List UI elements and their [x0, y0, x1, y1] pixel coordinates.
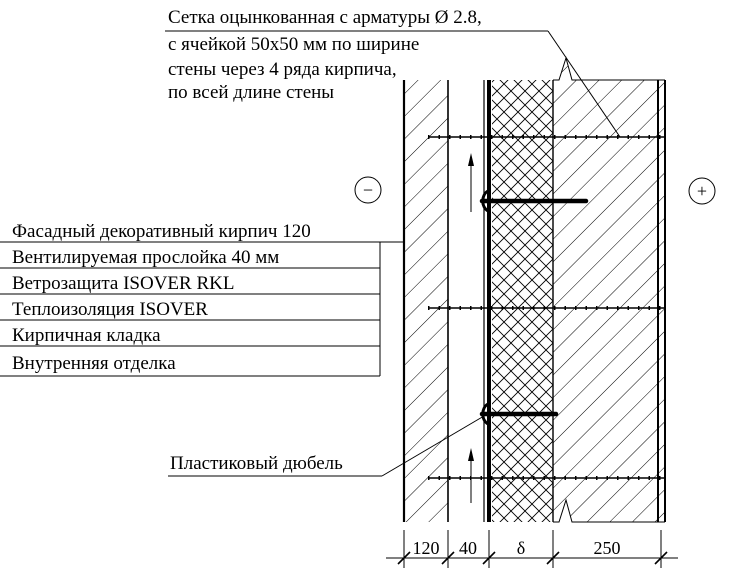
dimension-masonry: 250 [593, 538, 621, 558]
dimension-facade-brick: 120 [412, 538, 440, 558]
mesh-note-line-4: по всей длине стены [168, 82, 335, 103]
layer-label-masonry: Кирпичная кладка [12, 325, 161, 346]
layer-label-wind-barrier: Ветрозащита ISOVER RKL [12, 273, 235, 294]
layer-label-air-gap: Вентилируемая прослойка 40 мм [12, 247, 280, 268]
layer-legend [0, 221, 405, 376]
insulation-layer [492, 80, 553, 522]
masonry-layer [553, 40, 665, 540]
inside-sign [689, 178, 715, 204]
mesh-note-line-1: Сетка оцынкованная с арматуры Ø 2.8, [168, 7, 482, 28]
outside-sign-symbol: − [362, 180, 374, 200]
dimension-line [386, 530, 678, 568]
dimension-insulation: δ [516, 538, 526, 558]
layer-label-facade-brick: Фасадный декоративный кирпич 120 [12, 221, 311, 242]
dowel-note: Пластиковый дюбель [170, 453, 343, 474]
airflow-arrow-lower [468, 448, 474, 503]
dimension-air-gap: 40 [459, 538, 477, 558]
mesh-note-line-3: стены через 4 ряда кирпича, [168, 59, 397, 80]
layer-label-insulation: Теплоизоляция ISOVER [12, 299, 208, 320]
facade-brick-layer [405, 80, 448, 522]
layer-label-interior-finish: Внутренняя отделка [12, 353, 176, 374]
inside-sign-symbol: + [696, 181, 708, 201]
mesh-note-line-2: с ячейкой 50х50 мм по ширине [168, 34, 420, 55]
outside-sign [355, 177, 381, 203]
airflow-arrow-upper [468, 153, 474, 212]
